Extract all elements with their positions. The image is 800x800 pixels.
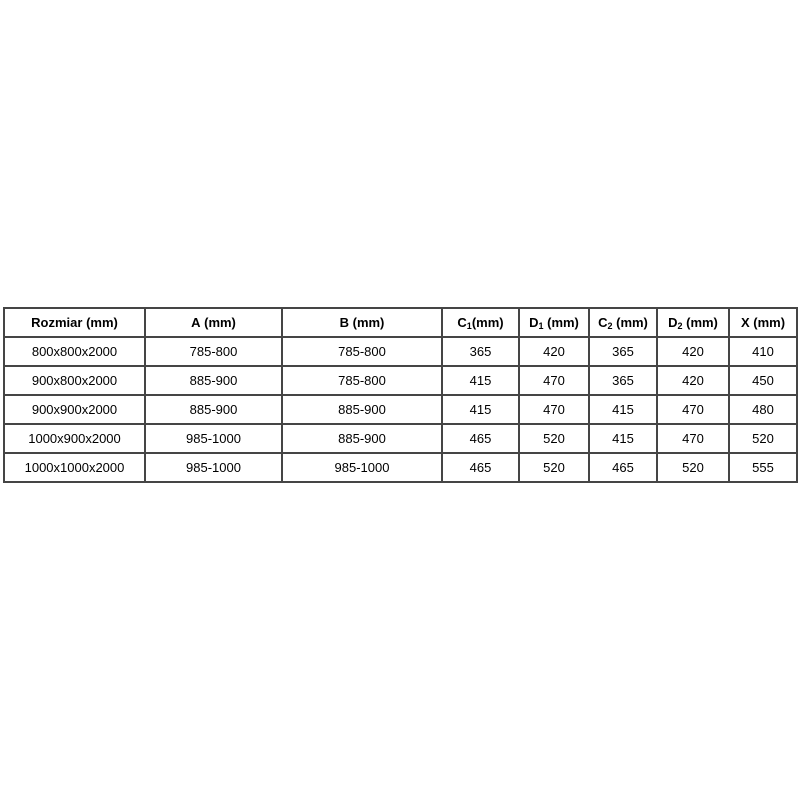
- header-label: D: [668, 315, 678, 330]
- column-header-c2: [589, 308, 657, 337]
- cell-a: 985-1000: [145, 453, 282, 482]
- cell-c2: 465: [589, 453, 657, 482]
- cell-d1: 420: [519, 337, 589, 366]
- cell-c2: 415: [589, 395, 657, 424]
- cell-d2: 420: [657, 337, 729, 366]
- column-header-c1: [442, 308, 519, 337]
- table-row: [4, 453, 797, 482]
- header-label: C: [457, 315, 467, 330]
- cell-c2: 365: [589, 366, 657, 395]
- cell-x: 410: [729, 337, 797, 366]
- cell-a: 885-900: [145, 366, 282, 395]
- header-unit: (mm): [349, 315, 385, 330]
- cell-rozmiar: 900x900x2000: [4, 395, 145, 424]
- cell-a: 985-1000: [145, 424, 282, 453]
- header-label: Rozmiar: [31, 315, 83, 330]
- header-subscript: 2: [607, 321, 613, 331]
- cell-b: 985-1000: [282, 453, 442, 482]
- header-unit: (mm): [82, 315, 118, 330]
- cell-x: 520: [729, 424, 797, 453]
- cell-rozmiar: 1000x900x2000: [4, 424, 145, 453]
- cell-b: 785-800: [282, 366, 442, 395]
- cell-c1: 365: [442, 337, 519, 366]
- cell-a: 785-800: [145, 337, 282, 366]
- cell-c1: 415: [442, 395, 519, 424]
- header-subscript: 2: [677, 321, 683, 331]
- cell-x: 450: [729, 366, 797, 395]
- size-spec-table-container: [3, 307, 796, 483]
- cell-a: 885-900: [145, 395, 282, 424]
- cell-b: 885-900: [282, 395, 442, 424]
- cell-d2: 470: [657, 395, 729, 424]
- size-spec-table: [3, 307, 798, 483]
- column-header-a: [145, 308, 282, 337]
- table-row: [4, 424, 797, 453]
- column-header-d2: [657, 308, 729, 337]
- cell-x: 480: [729, 395, 797, 424]
- cell-c1: 465: [442, 424, 519, 453]
- cell-c2: 415: [589, 424, 657, 453]
- header-unit: (mm): [612, 315, 648, 330]
- cell-d1: 470: [519, 395, 589, 424]
- cell-b: 785-800: [282, 337, 442, 366]
- header-unit: (mm): [471, 315, 504, 330]
- header-subscript: 1: [538, 321, 544, 331]
- cell-c1: 415: [442, 366, 519, 395]
- cell-rozmiar: 1000x1000x2000: [4, 453, 145, 482]
- header-label: B: [339, 315, 349, 330]
- table-row: [4, 366, 797, 395]
- cell-d1: 520: [519, 424, 589, 453]
- header-unit: (mm): [682, 315, 718, 330]
- cell-d1: 470: [519, 366, 589, 395]
- cell-rozmiar: 800x800x2000: [4, 337, 145, 366]
- cell-rozmiar: 900x800x2000: [4, 366, 145, 395]
- cell-c1: 465: [442, 453, 519, 482]
- column-header-d1: [519, 308, 589, 337]
- table-row: [4, 337, 797, 366]
- header-label: D: [529, 315, 539, 330]
- cell-d2: 470: [657, 424, 729, 453]
- cell-x: 555: [729, 453, 797, 482]
- header-label: C: [598, 315, 608, 330]
- table-header-row: [4, 308, 797, 337]
- cell-d2: 420: [657, 366, 729, 395]
- column-header-rozmiar: [4, 308, 145, 337]
- cell-d2: 520: [657, 453, 729, 482]
- header-subscript: 1: [466, 321, 472, 331]
- header-unit: (mm): [543, 315, 579, 330]
- cell-b: 885-900: [282, 424, 442, 453]
- header-unit: (mm): [200, 315, 236, 330]
- header-unit: (mm): [749, 315, 786, 330]
- cell-d1: 520: [519, 453, 589, 482]
- header-label: A: [191, 315, 201, 330]
- header-label: X: [740, 315, 750, 330]
- column-header-x: [729, 308, 797, 337]
- column-header-b: [282, 308, 442, 337]
- table-row: [4, 395, 797, 424]
- cell-c2: 365: [589, 337, 657, 366]
